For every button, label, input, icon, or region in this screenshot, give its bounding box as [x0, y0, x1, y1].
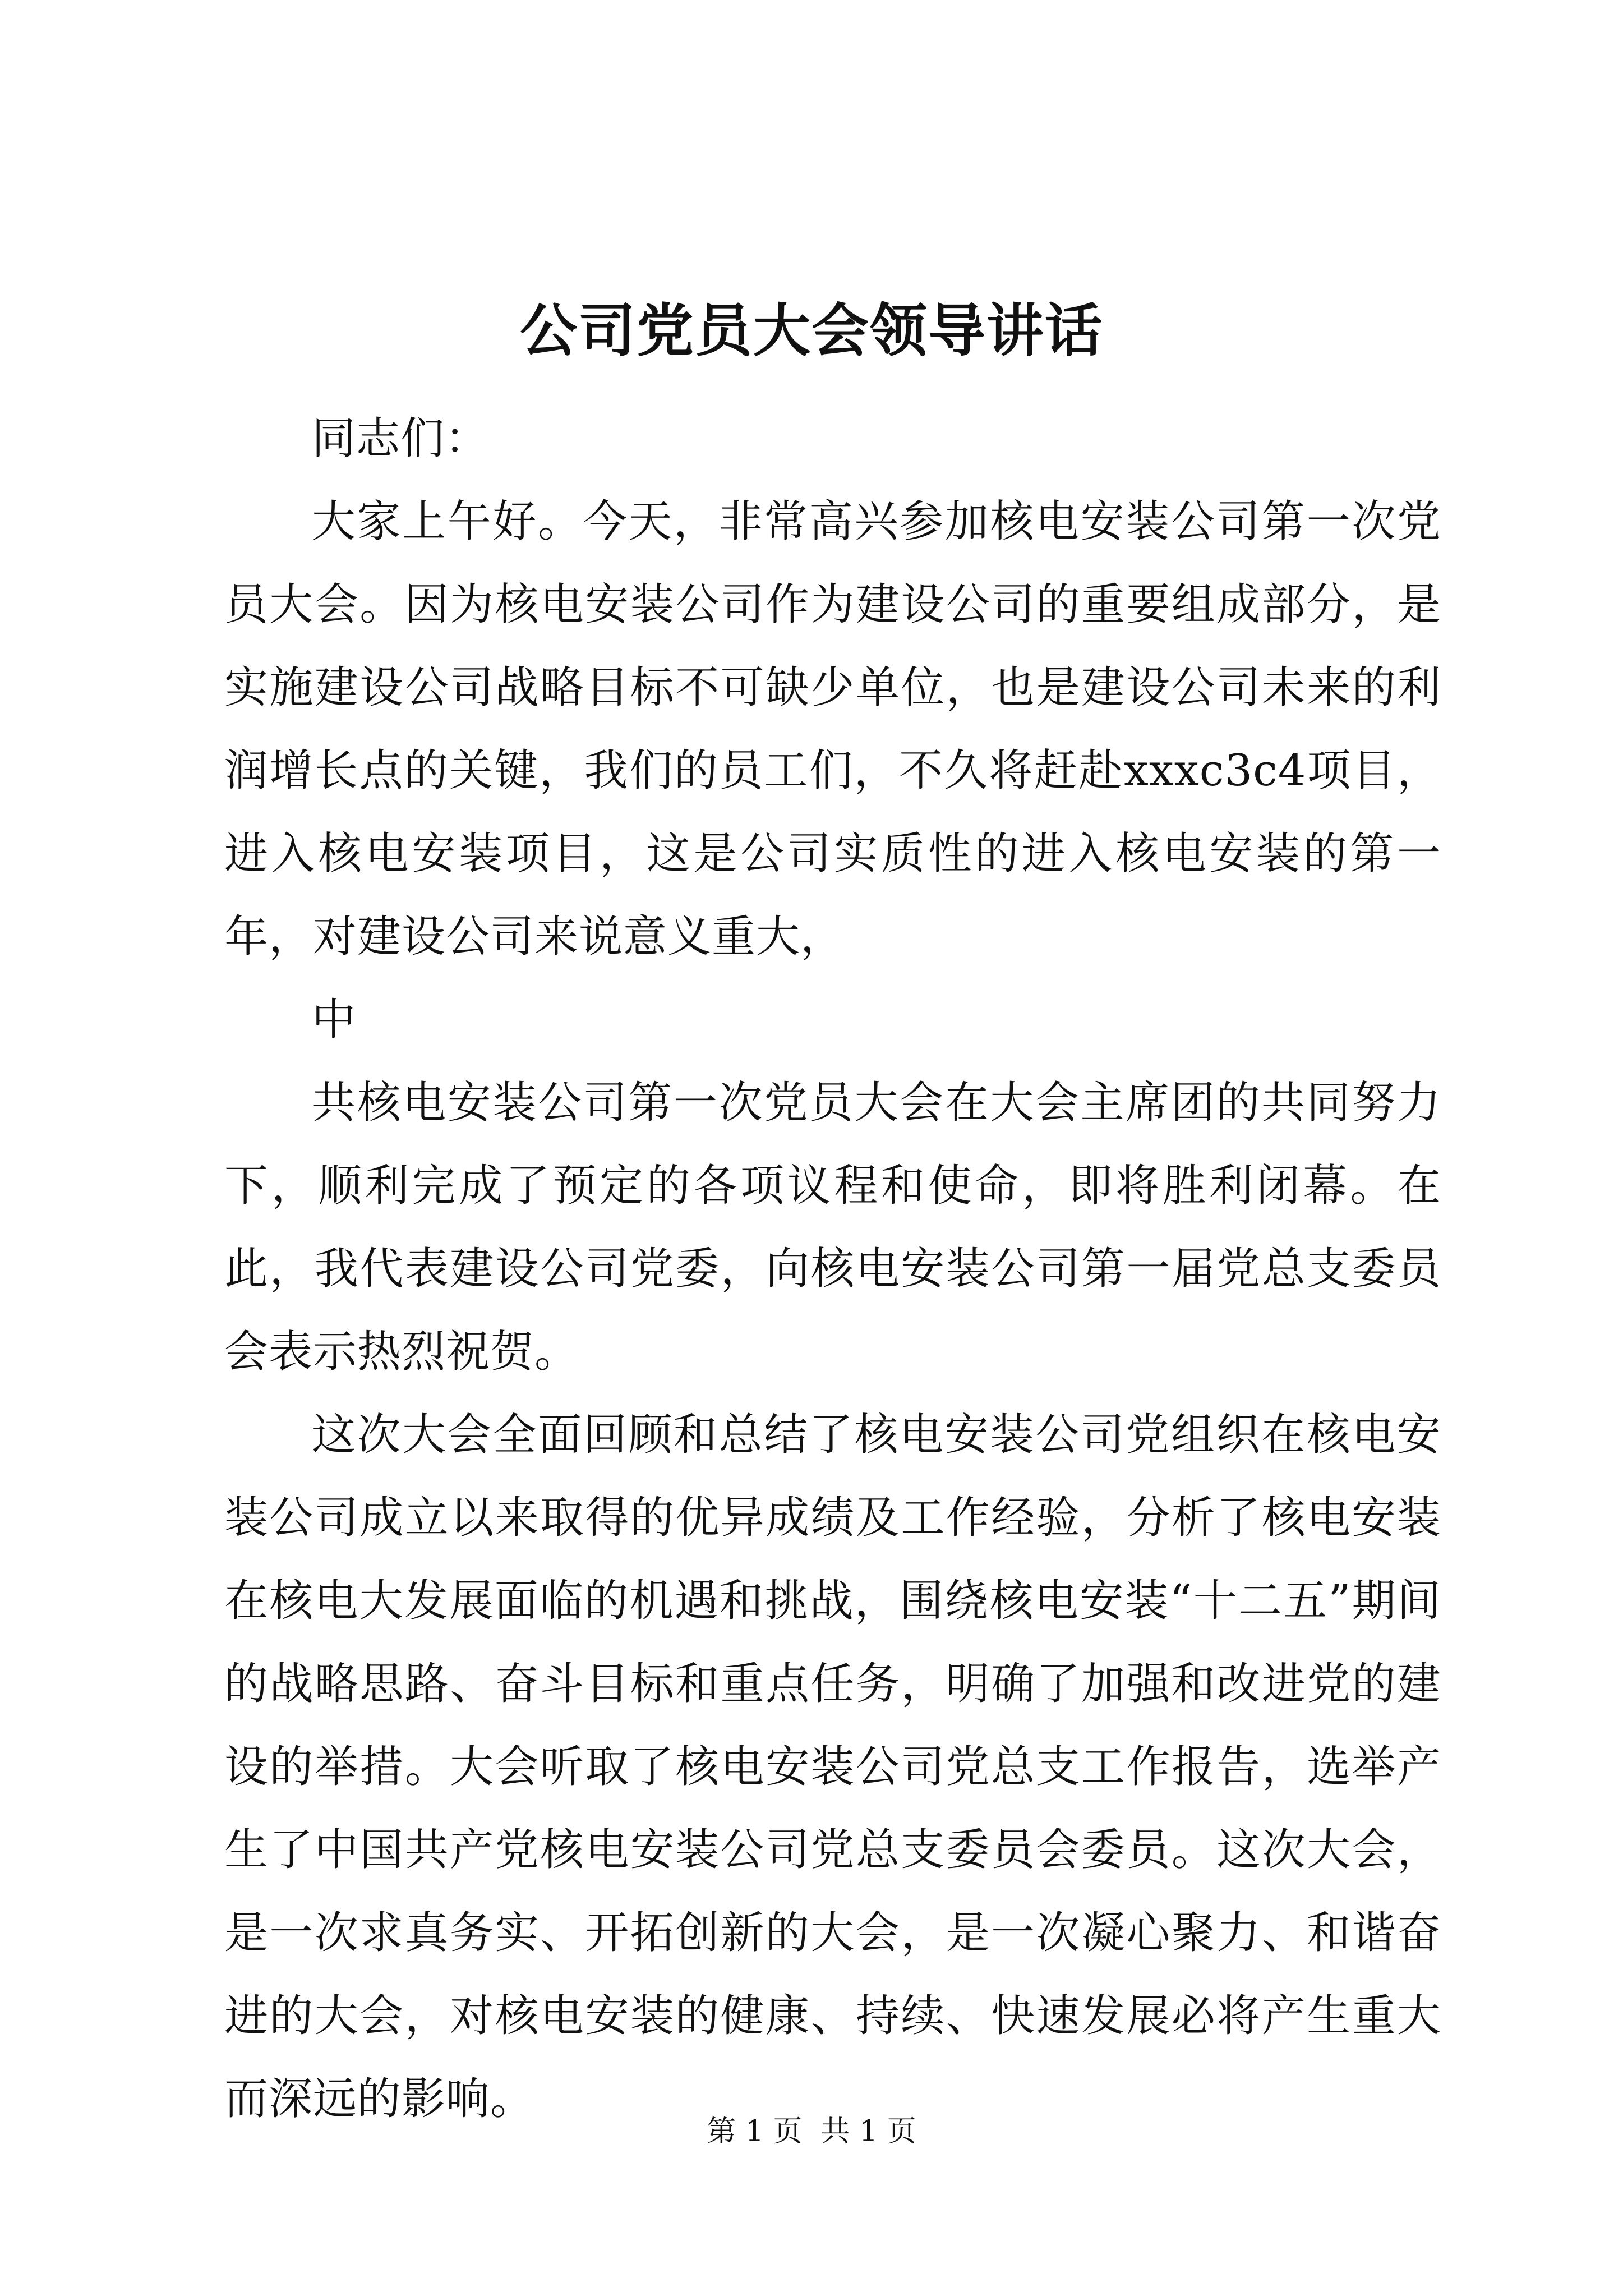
body-paragraph-2: 中: [312, 995, 357, 1045]
page-footer: [0, 2109, 1623, 2154]
page-number-label: 第 1 页 共 1 页: [707, 2115, 916, 2148]
body-paragraph-3: 共核电安装公司第一次党员大会在大会主席团的共同努力下，顺利完成了预定的各项议程和使命，即将胜利闭幕。在此，我代表建设公司党委，向核电安装公司第一届党总支委员会表示热烈祝贺。: [224, 1078, 1441, 1377]
body-paragraph-1: 大家上午好。今天，非常高兴参加核电安装公司第一次党员大会。因为核电安装公司作为建设公司的重要组成部分，是实施建设公司战略目标不可缺少单位，也是建设公司未来的利润增长点的关键，我们的员工们，不久将赶赴xxxc3c4项目，进入核电安装项目，这是公司实质性的进入核电安装的第一年，对建设公司来说意义重大，: [224, 496, 1441, 962]
document-title: 公司党员大会领导讲话: [520, 297, 1103, 365]
salutation-paragraph: 同志们：: [312, 413, 490, 464]
body-paragraph-4: 这次大会全面回顾和总结了核电安装公司党组织在核电安装公司成立以来取得的优异成绩及工作经验，分析了核电安装在核电大发展面临的机遇和挑战，围绕核电安装“十二五”期间的战略思路、奋斗目标和重点任务，明确了加强和改进党的建设的举措。大会听取了核电安装公司党总支工作报告，选举产生了中国共产党核电安装公司党总支委员会委员。这次大会，是一次求真务实、开拓创新的大会，是一次凝心聚力、和谐奋进的大会，对核电安装的健康、持续、快速发展必将产生重大而深远的影响。: [224, 1410, 1441, 2124]
document-body: [224, 397, 1441, 2141]
